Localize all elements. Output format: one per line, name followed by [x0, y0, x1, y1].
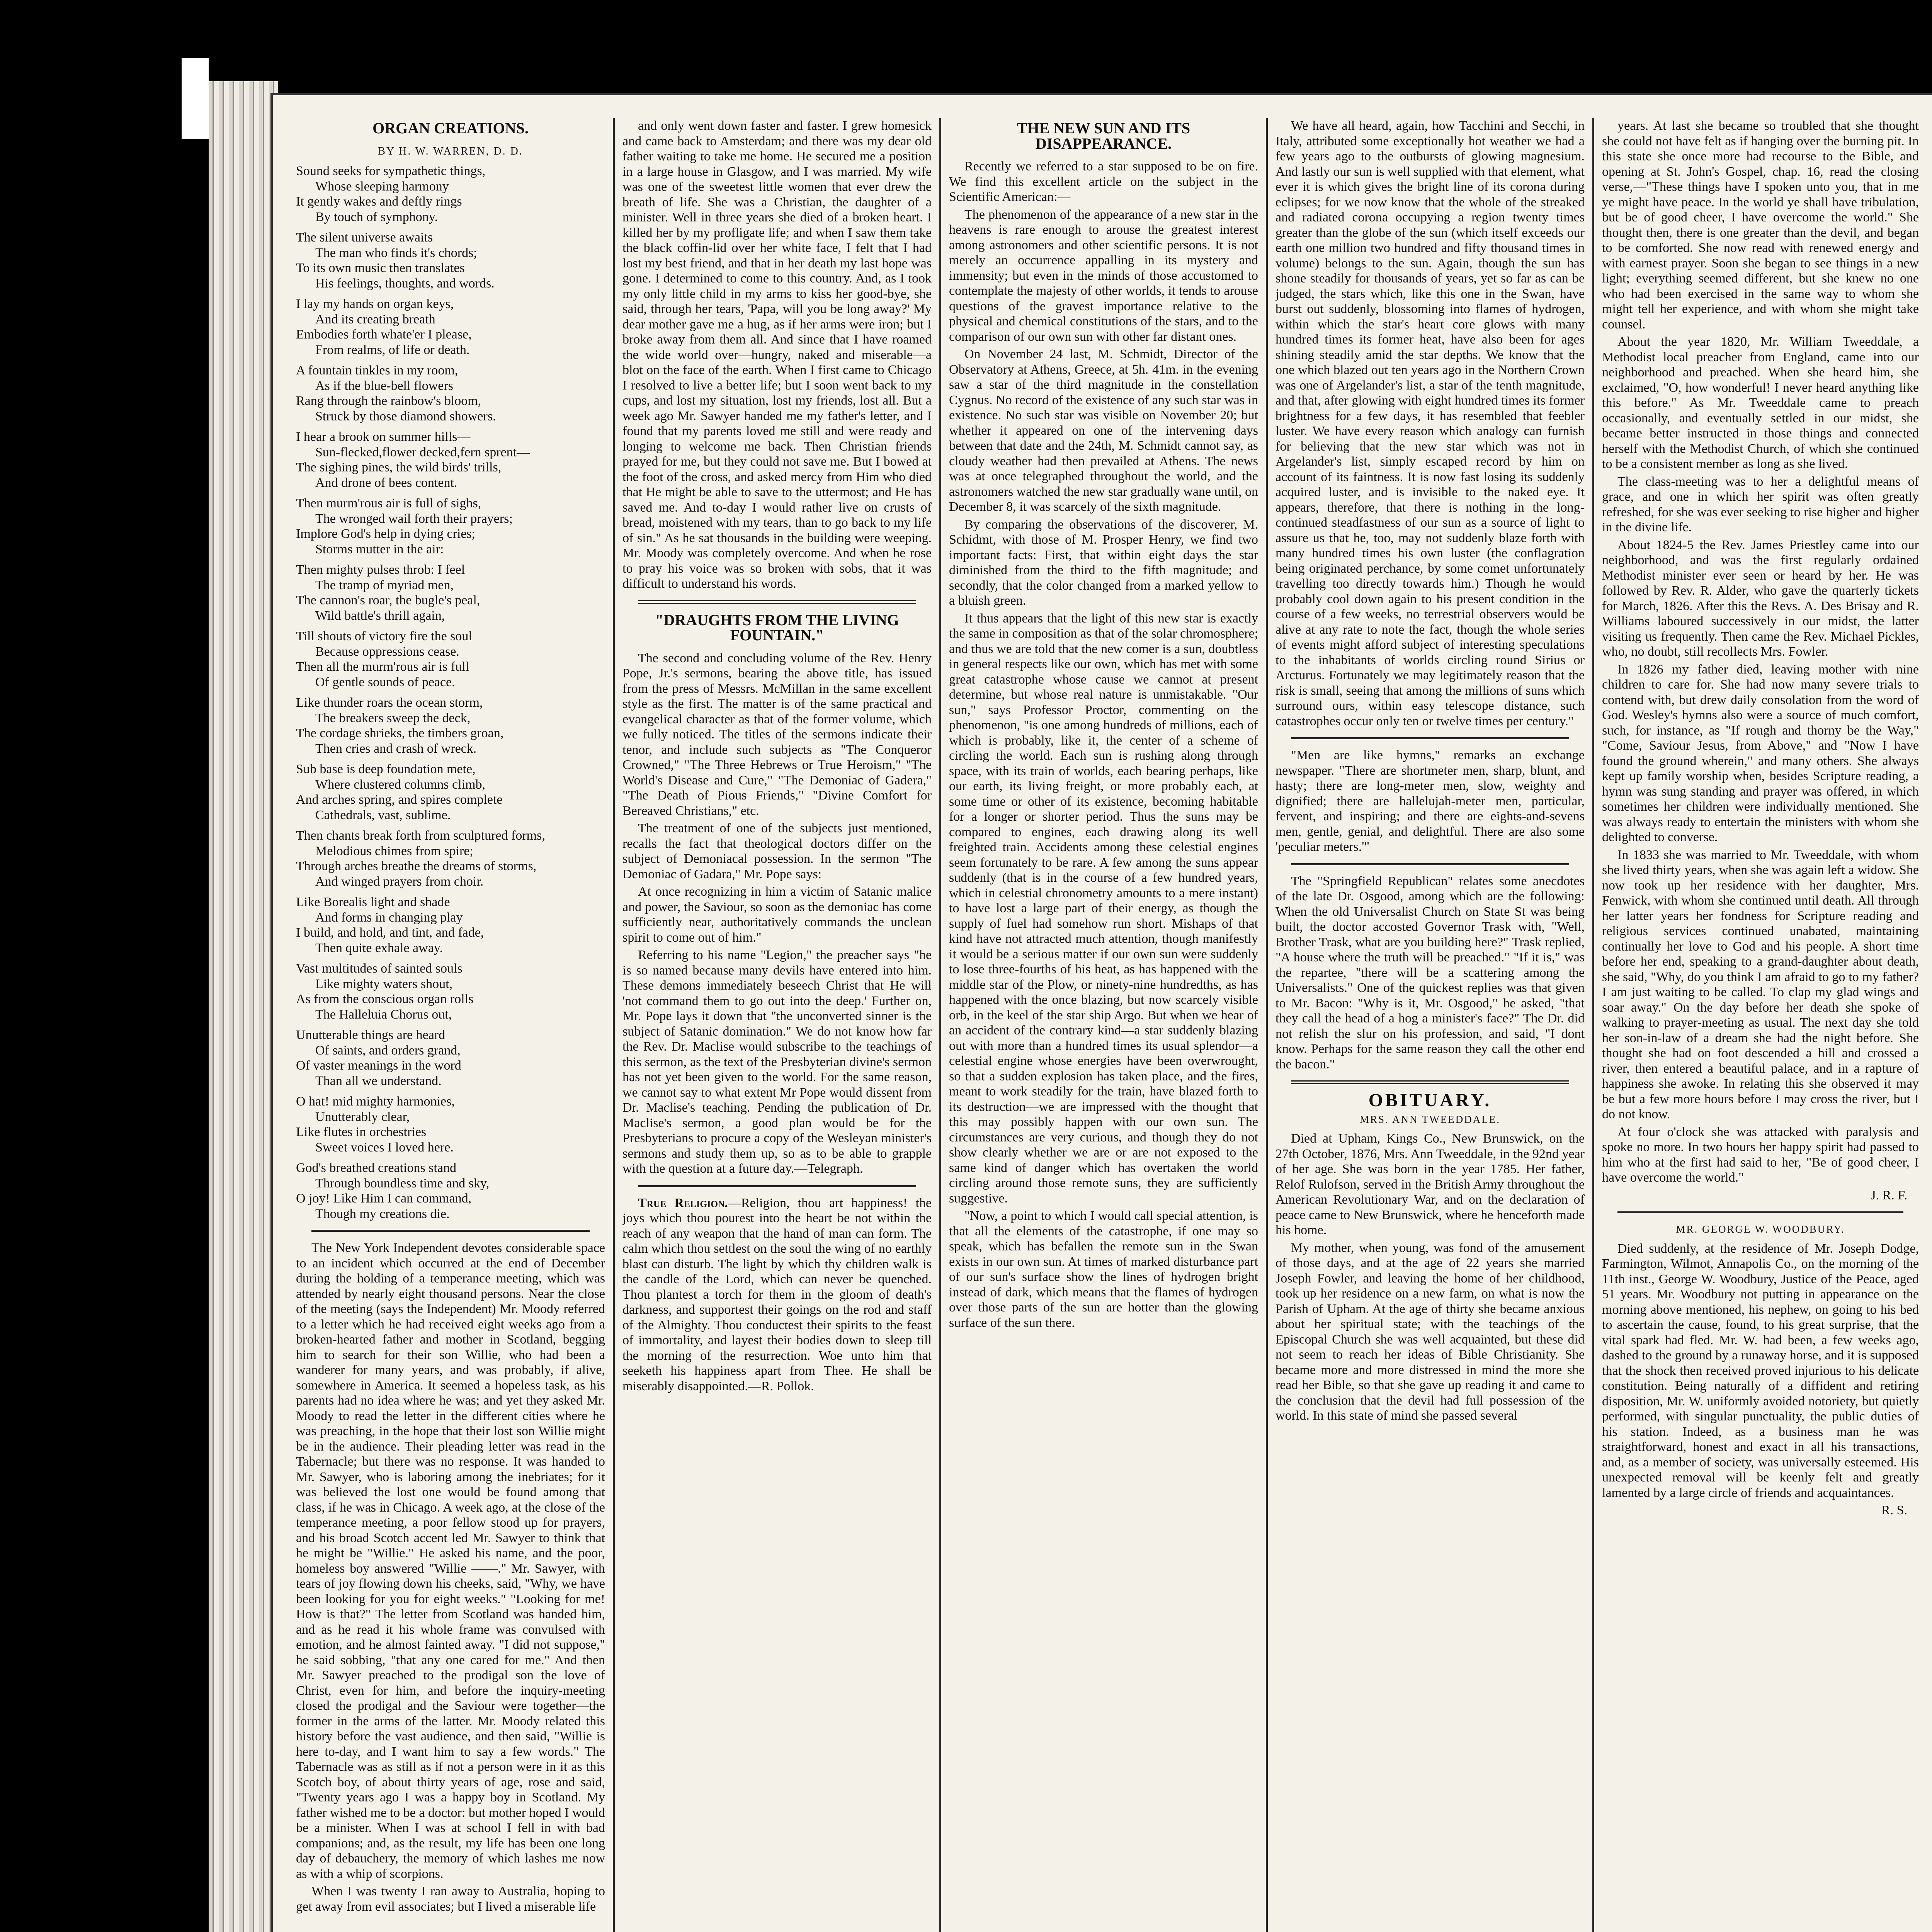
poem-line: Storms mutter in the air: [315, 542, 444, 556]
poem-line: Implore God's help in dying cries; [296, 527, 476, 541]
poem-line: The Halleluia Chorus out, [315, 1007, 452, 1022]
poem-line: Then quite exhale away. [315, 940, 443, 955]
paragraph: About the year 1820, Mr. William Tweeddale, a Methodist local preacher from England, came into our neighborhood and preached. When she heard him, she exclaimed, "O, how wonderful! I never heard anything like this before." As Mr. Tweeddale came to preach occasionally, and eventually settled in our midst, she became better instructed in those things and connected herself with the Methodist Church, of which she continued to be a consistent member as long as she lived. [1602, 335, 1919, 471]
poem-line: The tramp of myriad men, [315, 578, 454, 592]
bound-page-edges [209, 81, 278, 1932]
film-tab [182, 58, 209, 139]
poem-line: And arches spring, and spires complete [296, 793, 503, 807]
poem-line: Whose sleeping harmony [315, 179, 449, 194]
poem-line: The cordage shrieks, the timbers groan, [296, 726, 504, 740]
poem-stanza [296, 1027, 605, 1088]
poem-line: As from the conscious organ rolls [296, 992, 474, 1006]
paragraph: On November 24 last, M. Schmidt, Director of the Observatory at Athens, Greece, at 5h. 41m. in the evening saw a star of the third magnitude in the constellation Cygnus. No record of the existence of any such star was in existence. No such star was visible on November 20; but whether it appeared on one of the intervening days between that date and the 24th, M. Schmidt cannot say, as cloudy weather had then prevailed at Athens. The news was at once telegraphed throughout the world, and the astronomers watched the new star gradually wane until, on December 8, it was scarcely of the sixth magnitude. [949, 347, 1258, 514]
poem-line: Sound seeks for sympathetic things, [296, 164, 486, 178]
paragraph: The second and concluding volume of the Rev. Henry Pope, Jr.'s sermons, bearing the above title, has issued from the press of Messrs. McMillan in the same excellent style as the first. The matter is of the same practical and evangelical character as that of the former volume, which we fully noticed. The titles of the sermons indicate their tenor, and include such subjects as "The Conqueror Crowned," "The Three Hebrews or True Heroism," "The World's Disease and Cure," "The Demoniac of Gadera," "The Death of Pious Friends," "Divine Comfort for Bereaved Christians," etc. [622, 651, 932, 818]
poem-line: Then cries and crash of wreck. [315, 741, 477, 756]
poem-stanza [296, 629, 605, 690]
divider [1291, 737, 1569, 739]
poem-line: Unutterable things are heard [296, 1028, 446, 1042]
divider [638, 600, 916, 604]
divider [1291, 1080, 1569, 1084]
poem-line: And forms in changing play [315, 910, 463, 925]
divider [1291, 863, 1569, 865]
column-rule [1266, 118, 1268, 1932]
poem-body [296, 163, 605, 1221]
poem-stanza [296, 695, 605, 756]
poem-line: Of gentle sounds of peace. [315, 675, 455, 689]
poem-title: ORGAN CREATIONS. [372, 119, 529, 137]
paragraph: At four o'clock she was attacked with paralysis and spoke no more. In two hours her happy spirit had passed to him who at the first had said to her, "Be of good cheer, I have overcome the world." [1602, 1124, 1919, 1185]
divider [638, 1185, 916, 1187]
poem-line: Through boundless time and sky, [315, 1176, 490, 1190]
poem-line: The man who finds it's chords; [315, 245, 477, 260]
paragraph: The treatment of one of the subjects just mentioned, recalls the fact that theological doctors differ on the subject of Demoniacal possession. In the sermon "The Demoniac of Gadara," Mr. Pope says: [622, 821, 932, 881]
poem-line: Then murm'rous air is full of sighs, [296, 496, 481, 510]
poem-line: The cannon's roar, the bugle's peal, [296, 593, 480, 607]
paragraph: "Now, a point to which I would call special attention, is that all the elements of the catastrophe, if one may so speak, which has befallen the remote sun in the Swan exists in our own sun. At times of marked disturbance part of our sun's surface show the lines of hydrogen bright instead of dark, which means that the flames of hydrogen over those parts of the sun are hotter than the glowing surface of the sun there. [949, 1209, 1258, 1330]
poem-stanza [296, 363, 605, 424]
poem-line: To its own music then translates [296, 261, 465, 275]
poem-line: I hear a brook on summer hills— [296, 430, 471, 444]
poem-line: Cathedrals, vast, sublime. [315, 808, 451, 822]
poem-stanza [296, 429, 605, 490]
poem-stanza [296, 961, 605, 1022]
column-2 [622, 118, 932, 1932]
obituary-name: MRS. ANN TWEEDDALE. [1360, 1113, 1500, 1125]
poem-line: Then all the murm'rous air is full [296, 660, 469, 674]
signature: R. S. [1881, 1503, 1907, 1517]
poem-line: Then chants break forth from sculptured forms, [296, 828, 545, 843]
poem-line: Sub base is deep foundation mete, [296, 762, 476, 776]
poem-line: From realms, of life or death. [315, 342, 470, 357]
woodbury-heading: MR. GEORGE W. WOODBURY. [1676, 1223, 1845, 1235]
divider [311, 1230, 590, 1232]
true-religion-text: —Religion, thou art happiness! the joys which thou pourest into the heart be not within the reach of any weapon that the hand of man can form. The calm which thou settlest on the soul the wing of no earthly blast can disturb. The light by which thy children walk is the candle of the Lord, which can never be quenched. Thou plantest a torch for them in the gloom of death's darkness, and supportest their goings on the rod and staff of the Almighty. Thou conductest their spirits to the feast of immortality, and layest their bodies down to sleep till the morning of the resurrection. Woe unto him that seeketh his happiness apart from Thee. He shall be miserably disappointed.—R. Pollok. [622, 1196, 932, 1393]
signature: J. R. F. [1871, 1188, 1907, 1202]
poem-line: O hat! mid mighty harmonies, [296, 1094, 455, 1109]
review-title: "DRAUGHTS FROM THE LIVING FOUNTAIN." [655, 611, 899, 644]
poem-line: By touch of symphony. [315, 209, 438, 224]
poem-line: Rang through the rainbow's bloom, [296, 394, 481, 408]
poem-line: Vast multitudes of sainted souls [296, 961, 463, 976]
poem-line: Till shouts of victory fire the soul [296, 629, 472, 643]
poem-line: The silent universe awaits [296, 230, 433, 245]
true-religion-lead: True Religion. [638, 1196, 728, 1210]
poem-line: The breakers sweep the deck, [315, 711, 471, 725]
paragraph: About 1824-5 the Rev. James Priestley came into our neighborhood, and was the first regularly ordained Methodist minister ever seen or heard by her. He was followed by Rev. R. Alder, who gave the quarterly tickets for March, 1826. After this the Revs. A. Des Brisay and R. Williams laboured successively in our midst, the latter visiting us frequently. Then came the Rev. Michael Pickles, who, no doubt, still recollects Mrs. Fowler. [1602, 537, 1919, 659]
column-3 [949, 118, 1258, 1932]
paragraph: It thus appears that the light of this new star is exactly the same in composition as that of the solar chromosphere; and thus we are told that the new comer is a sun, doubtless in general respects like our own, which has met with some great catastrophe whose cause we cannot at present determine, but whose real nature is unmistakable. "Our sun," says Professor Proctor, commenting on the phenomenon, "is one among hundreds of millions, each of which is probably, like it, the center of a scheme of circling the world. Each sun is rushing along through space, with its train of worlds, each bearing perhaps, like our earth, its living freight, or more probably each, at some time or other of its existence, becoming habitable for a longer or shorter period. Thus the suns may be compared to engines, each drawing along its well freighted train. Accidents among these celestial engines seem fortunately to be rare. A few among the suns appear suddenly (that is in the course of a few hundred years, which in celestial chronometry amounts to a mere instant) to have lost a large part of their energy, as though the supply of fuel had somehow run short. Mishaps of that kind have not attracted much attention, though manifestly it would be a serious matter if our own sun were suddenly to lose three-fourths of his heat, as has happened with the middle star of the Plow, or ninety-nine hundredths, as has happened with the once blazing, but now scarcely visible orb, in the keel of the star ship Argo. But when we hear of an accident of the contrary kind—a star suddenly blazing out with more than a hundred times its usual splendor—a celestial engine whose energies have been overwrought, so that a sudden explosion has taken place, and the fires, meant to work steadily for the train, have blazed forth to its destruction—we are impressed with the thought that this may possibly happen with our own sun. The circumstances are very curious, and though they do not show clearly whether we are or are not exposed to the same kind of danger which has overtaken the world circling around those remote suns, they are sufficiently suggestive. [949, 611, 1258, 1206]
hymns-item: "Men are like hymns," remarks an exchange newspaper. "There are shortmeter men, sharp, blunt, and hasty; there are long-meter men, slow, weighty and dignified; there are hallelujah-meter men, particular, fervent, and inspiring; and there are eights-and-sevens men, gentle, genial, and delightful. There are also some 'peculiar meters.'" [1276, 748, 1585, 854]
review-body [622, 651, 932, 1177]
poem-line: Though my creations die. [315, 1206, 450, 1221]
column-rule [939, 118, 941, 1932]
paragraph: Died at Upham, Kings Co., New Brunswick, on the 27th October, 1876, Mrs. Ann Tweeddale, in the 92nd year of her age. She was born in the year 1785. Her father, Relof Rulofson, served in the British Army throughout the American Revolutionary War, and on the declaration of peace came to New Brunswick, where he henceforth made his home. [1276, 1131, 1585, 1237]
paragraph: Recently we referred to a star supposed to be on fire. We find this excellent article on the subject in the Scientific American:— [949, 159, 1258, 204]
poem-line: Struck by those diamond showers. [315, 409, 496, 423]
paragraph: When I was twenty I ran away to Australia, hoping to get away from evil associates; but I lived a miserable life [296, 1884, 605, 1914]
poem-stanza [296, 1094, 605, 1155]
poem-line: I build, and hold, and tint, and fade, [296, 925, 484, 940]
new-sun-article [949, 159, 1258, 1330]
poem-stanza [296, 163, 605, 224]
poem-line: Then mighty pulses throb: I feel [296, 563, 465, 577]
column-1 [296, 118, 605, 1932]
poem-stanza [296, 562, 605, 623]
column-rule [1592, 118, 1594, 1932]
moody-article-continued [622, 118, 932, 592]
column-5 [1602, 118, 1919, 1932]
poem-line: I lay my hands on organ keys, [296, 297, 454, 311]
poem-line: Through arches breathe the dreams of storms, [296, 859, 537, 873]
paragraph: years. At last she became so troubled that she thought she could not have felt as if hanging over the burning pit. In this state she once more had recourse to the Bible, and opening at St. John's Gospel, chap. 16, read the closing verse,—"These things have I spoken unto you, that in me ye might have peace. In the world ye shall have tribulation, but be of good cheer, I have overcome the world." She thought then, there is one greater than the devil, and began to be comforted. She now read with renewed energy and with earnest prayer. Soon she began to see things in a new light; everything seemed different, but she knew no one who had been exercised in the same way to whom she might tell her experience, and with whom she might take counsel. [1602, 119, 1919, 332]
paragraph: The class-meeting was to her a delightful means of grace, and one in which her spirit was often greatly refreshed, for she was ever seeking to rise higher and higher in the divine life. [1602, 474, 1919, 534]
poem-line: Because oppressions cease. [315, 644, 459, 659]
true-religion [622, 1196, 932, 1394]
paragraph: At once recognizing in him a victim of Satanic malice and power, the Saviour, so soon as the demoniac has come sufficiently near, authoritatively commands the unclean spirit to come out of him." [622, 884, 932, 945]
paragraph: In 1833 she was married to Mr. Tweeddale, with whom she lived thirty years, when she was again left a widow. She now took up her residence with her daughter, Mrs. Fenwick, with whom she continued until death. All through her latter years her fondness for Scripture reading and religious services continued unabated, maintaining continually her love to God and his people. A short time before her end, speaking to a grand-daughter about death, she said, "Why, do you think I am afraid to go to my father? I am just waiting to be called. To clap my glad wings and soar away." On the day before her death she spoke of walking to prayer-meeting as usual. The next day she told her son-in-law of a dream she had the night before. She thought she had on foot descended a hill and crossed a river, then entered a beautiful palace, and in a rapture of happiness she awoke. In relating this she observed it may be but a few more hours before I may cross the river, but I do not know. [1602, 847, 1919, 1121]
poem-line: Sun-flecked,flower decked,fern sprent— [315, 445, 530, 459]
paragraph: My mother, when young, was fond of the amusement of those days, and at the age of 22 years she married Joseph Fowler, and leaving the home of her childhood, took up her residence on a new farm, on what is now the Parish of Upham. At the age of thirty she became anxious about her spiritual state; with the teachings of the Episcopal Church she was well acquainted, but these did not seem to reach her ideas of Bible Christianity. She became more and more distressed in mind the more she read her Bible, so that she gave up reading it and came to the conclusion that the devil had full possession of the world. In this state of mind she passed several [1276, 1240, 1585, 1423]
poem-line: The sighing pines, the wild birds' trills, [296, 460, 502, 474]
poem-line: Sweet voices I loved here. [315, 1140, 454, 1155]
obituary-heading: OBITUARY. [1368, 1090, 1492, 1111]
obituary-body [1276, 1131, 1585, 1423]
paragraph: The phenomenon of the appearance of a new star in the heavens is rare enough to arouse the greatest interest among astronomers and other scientific persons. It is not merely an occurrence appalling in its mystery and immensity; but even in the minds of those accustomed to contemplate the majesty of other worlds, it tends to arouse questions of the gravest importance relative to the physical and chemical constitutions of the stars, and to the comparison of our own sun with other far distant ones. [949, 207, 1258, 344]
poem-line: Wild battle's thrill again, [315, 608, 445, 623]
poem-line: And drone of bees content. [315, 475, 457, 490]
paragraph: We have all heard, again, how Tacchini and Secchi, in Italy, attributed some exceptionally hot weather we had a few years ago to the outbursts of glowing magnesium. And lastly our sun is well supplied with that element, what ever it is which gives the bright line of its corona during eclipses; for we now know that the whole of the streaked and radiated corona occupying a region twenty times greater than the globe of the sun (which itself exceeds our earth one million two hundred and fifty thousand times in volume) belongs to the sun. Again, though the sun has shone steadily for thousands of years, yet so far as can be judged, the stars which, like this one in the Swan, have burst out suddenly, blossoming into flames of hydrogen, within which the star's heart core glows with many hundred times its former heat, have also been for ages shining steadily amid the star depths. We know that the one which blazed out ten years ago in the Northern Crown was one of Argelander's list, a star of the tenth magnitude, and that, after glowing with eight hundred times its former brightness for a few days, it has resembled that feebler luster. We have every reason which analogy can furnish for believing that the new star which was not in Argelander's list, simply escaped record by him on account of its faintness. It is now fast losing its suddenly acquired luster, and is invisible to the naked eye. It appears, therefore, that there is nothing in the long-continued steadfastness of our sun as a source of light to assure us that he, too, may not suddenly blaze forth with many hundred times his own luster (the conflagration being originated perchance, by some comet unfortunately travelling too directly towards him.) Though he would probably cool down again to his present condition in the course of a few weeks, no terrestrial observers would be alive at any rate to note the fact, though the whole series of events might afford subject of interesting speculations to the inhabitants of worlds circling round Sirius or Arcturus. Fortunately we may legitimately reason that the risk is small, seeing that among the millions of suns which surround ours, within easy telescope distance, such catastrophes occur only ten or twelve times per century." [1276, 119, 1585, 728]
poem-author: BY H. W. WARREN, D. D. [378, 145, 523, 157]
poem-line: As if the blue-bell flowers [315, 378, 453, 393]
moody-article [296, 1240, 605, 1914]
new-sun-continued [1276, 118, 1585, 729]
poem-line: Unutterably clear, [315, 1109, 410, 1124]
poem-line: Than all we understand. [315, 1073, 442, 1088]
column-rule [613, 118, 615, 1932]
newspaper-page [270, 93, 1932, 1932]
poem-line: God's breathed creations stand [296, 1161, 456, 1175]
woodbury-obituary: Died suddenly, at the residence of Mr. Joseph Dodge, Farmington, Wilmot, Annapolis Co., on the morning of the 11th inst., George W. Woodbury, Justice of the Peace, aged 51 years. Mr. Woodbury not putting in appearance on the morning above mentioned, his nephew, on going to his bed to ascertain the cause, found, to his great surprise, that the vital spark had fled. Mr. W. had been, a few weeks ago, dashed to the ground by a runaway horse, and it is supposed that the shock then received proved injurious to his delicate constitution. Being naturally of a diffident and retiring disposition, Mr. W. uniformly avoided notoriety, but quietly performed, with singular punctuality, the public duties of his station. Indeed, as a business man he was straightforward, honest and exact in all his transactions, and, as a member of society, was universally esteemed. His unexpected removal will be keenly felt and greatly lamented by a large circle of friends and acquaintances. [1602, 1241, 1919, 1500]
paragraph: The New York Independent devotes considerable space to an incident which occurred at the end of December during the holding of a temperance meeting, which was attended by nearly eight thousand persons. Near the close of the meeting (says the Independent) Mr. Moody referred to a letter which he had received eight weeks ago from a broken-hearted father and mother in Scotland, begging him to search for their son Willie, who had been a wanderer for many years, and was probably, if alive, somewhere in America. It seemed a hopeless task, as his parents had no idea where he was; and yet they asked Mr. Moody to read the letter in the different cities where he was preaching, in the hope that their lost son Willie might be in the audience. Their pleading letter was read in the Tabernacle; but there was no response. It was handed to Mr. Sawyer, who is laboring among the inebriates; for it was believed the lost one would be found among that class, if he was in Chicago. A week ago, at the close of the temperance meeting, a poor fellow stood up for prayers, and his broad Scotch accent led Mr. Sawyer to think that he might be "Willie." He asked his name, and the poor, homeless boy answered "Willie ——." Mr. Sawyer, with tears of joy flowing down his cheeks, said, "Why, we have been looking for you for eight weeks." "Looking for me! How is that?" The letter from Scotland was handed him, and as he read it his whole frame was convulsed with emotion, and he almost fainted away. "I did not suppose," he said sobbing, "that any one cared for me." And then Mr. Sawyer preached to the prodigal son the love of Christ, even for him, and before the inquiry-meeting closed the prodigal and the Saviour were together—the former in the arms of the latter. Mr. Moody related this history before the vast audience, and then said, "Willie is here to-day, and I want him to say a few words." The Tabernacle was as still as if not a person were in it as this Scotch boy, of about thirty years of age, rose and said, "Twenty years ago I was a happy boy in Scotland. My father wished me to be a doctor: but mother hoped I would be a minister. When I was at school I fell in with bad companions; and, as the result, my life has been one long day of debauchery, the memory of which lashes me now as with a whip of scorpions. [296, 1241, 605, 1881]
poem-stanza [296, 230, 605, 291]
poem-line: Of vaster meanings in the word [296, 1058, 461, 1073]
poem-line: Like mighty waters shout, [315, 976, 453, 991]
divider [1617, 1211, 1903, 1213]
paragraph: By comparing the observations of the discoverer, M. Schidmt, with those of M. Prosper Henry, we find two important facts: First, that within eight days the star diminished from the third to the fifth magnitude; and secondly, that the color changed from a marked yellow to a bluish green. [949, 517, 1258, 608]
poem-line: The wronged wail forth their prayers; [315, 511, 513, 526]
poem-stanza [296, 828, 605, 889]
poem-line: His feelings, thoughts, and words. [315, 276, 495, 291]
poem-line: And its creating breath [315, 312, 435, 327]
column-4 [1276, 118, 1585, 1932]
poem-stanza [296, 296, 605, 357]
poem-line: Like thunder roars the ocean storm, [296, 696, 483, 710]
paragraph: Referring to his name "Legion," the preacher says "he is so named because many devils have entered into him. These demons immediately beseech Christ that He will 'not command them to go out into the deep.' Further on, Mr. Pope lays it down that "the unconverted sinner is the subject of Satanic domination." We do not know how far the Rev. Dr. Maclise would subscribe to the teachings of this sermon, as the text of the Presbyterian divine's sermon has not yet been given to the world. For the same reason, we cannot say to what extent Mr Pope would dissent from Dr. Maclise's teaching. Pending the publication of Dr. Maclise's sermon, a good plan would be for the Presbyterians to procure a copy of the Wesleyan minister's sermons and study them up, so as to be able to grapple with the question at a future day.—Telegraph. [622, 948, 932, 1176]
poem-line: Of saints, and orders grand, [315, 1043, 461, 1058]
poem-line: Like Borealis light and shade [296, 895, 450, 909]
paragraph: and only went down faster and faster. I grew homesick and came back to Amsterdam; and there was my dear old father waiting to take me home. He secured me a position in a large house in Glasgow, and I was married. My wife was one of the sweetest little women that ever drew the breath of life. She was a Christian, the daughter of a minister. Well in three years she died of a broken heart. I killed her by my profligate life; and when I saw them take the black coffin-lid over her white face, I felt that I had lost my best friend, and that in her death my last hope was gone. I determined to come to this country. And, as I took my only little child in my arms to kiss her good-bye, she said, through her tears, 'Papa, will you be long away?' My dear mother gave me a hug, as if her arms were iron; but I broke away from them all. And since that I have roamed the wide world over—hungry, naked and miserable—a blot on the face of the earth. When I first came to Chicago I resolved to live a better life; but I soon went back to my cups, and lost my situation, lost my friends, lost all. But a week ago Mr. Sawyer handed me my father's letter, and I found that my parents loved me still and were ready and longing to welcome me back. Then Christian friends prayed for me, but they could not save me. But I bowed at the foot of the cross, and asked mercy from Him who died that He might be able to save to the uttermost; and He has saved me. And to-day I would rather live on crusts of bread, moistened with my tears, than to go back to my life of sin." As he sat thousands in the building were weeping. Mr. Moody was completely overcome. And when he rose to pray his voice was so broken with sobs, that it was difficult to understand his words. [622, 119, 932, 591]
poem-stanza [296, 496, 605, 557]
poem-line: Like flutes in orchestries [296, 1125, 427, 1139]
poem-line: A fountain tinkles in my room, [296, 363, 458, 378]
poem-stanza [296, 1160, 605, 1221]
poem-line: Embodies forth whate'er I please, [296, 327, 472, 342]
obituary-continued [1602, 118, 1919, 1185]
poem-line: Where clustered columns climb, [315, 777, 485, 792]
poem-line: It gently wakes and deftly rings [296, 194, 462, 209]
poem-line: Melodious chimes from spire; [315, 844, 473, 858]
new-sun-title: THE NEW SUN AND ITS DISAPPEARANCE. [1017, 119, 1190, 152]
republican-item: The "Springfield Republican" relates some anecdotes of the late Dr. Osgood, among which are the following: When the old Universalist Church on State St was being built, the doctor accosted Governor Trask with, "Well, Brother Trask, what are you building here?" Trask replied, "A house where the truth will be preached." "If it is," was the repartee, "there will be a scattering among the Universalists." One of the quickest replies was that given to Mr. Bacon: "Why is it, Mr. Osgood," he asked, "that they call the head of a hog a minister's face?" The Dr. did not relish the slur on his profession, and said, "I dont know. Perhaps for the same reason they call the other end the bacon." [1276, 874, 1585, 1071]
poem-stanza [296, 895, 605, 956]
poem-stanza [296, 762, 605, 823]
poem-line: O joy! Like Him I can command, [296, 1191, 472, 1206]
poem-line: And winged prayers from choir. [315, 874, 484, 889]
paragraph: In 1826 my father died, leaving mother with nine children to care for. She had now many severe trials to contend with, but drew daily consolation from the word of God. Wesley's hymns also were a source of much comfort, such, for instance, as "If rough and thorny be the Way," "Come, Saviour Jesus, from Above," and "Now I have found the ground wherein," and many others. She always kept up family worship when, besides Scripture reading, a hymn was sung standing and prayer was offered, in which sometimes her children were individually mentioned. She was always ready to entertain the ministers with whom she delighted to converse. [1602, 662, 1919, 844]
